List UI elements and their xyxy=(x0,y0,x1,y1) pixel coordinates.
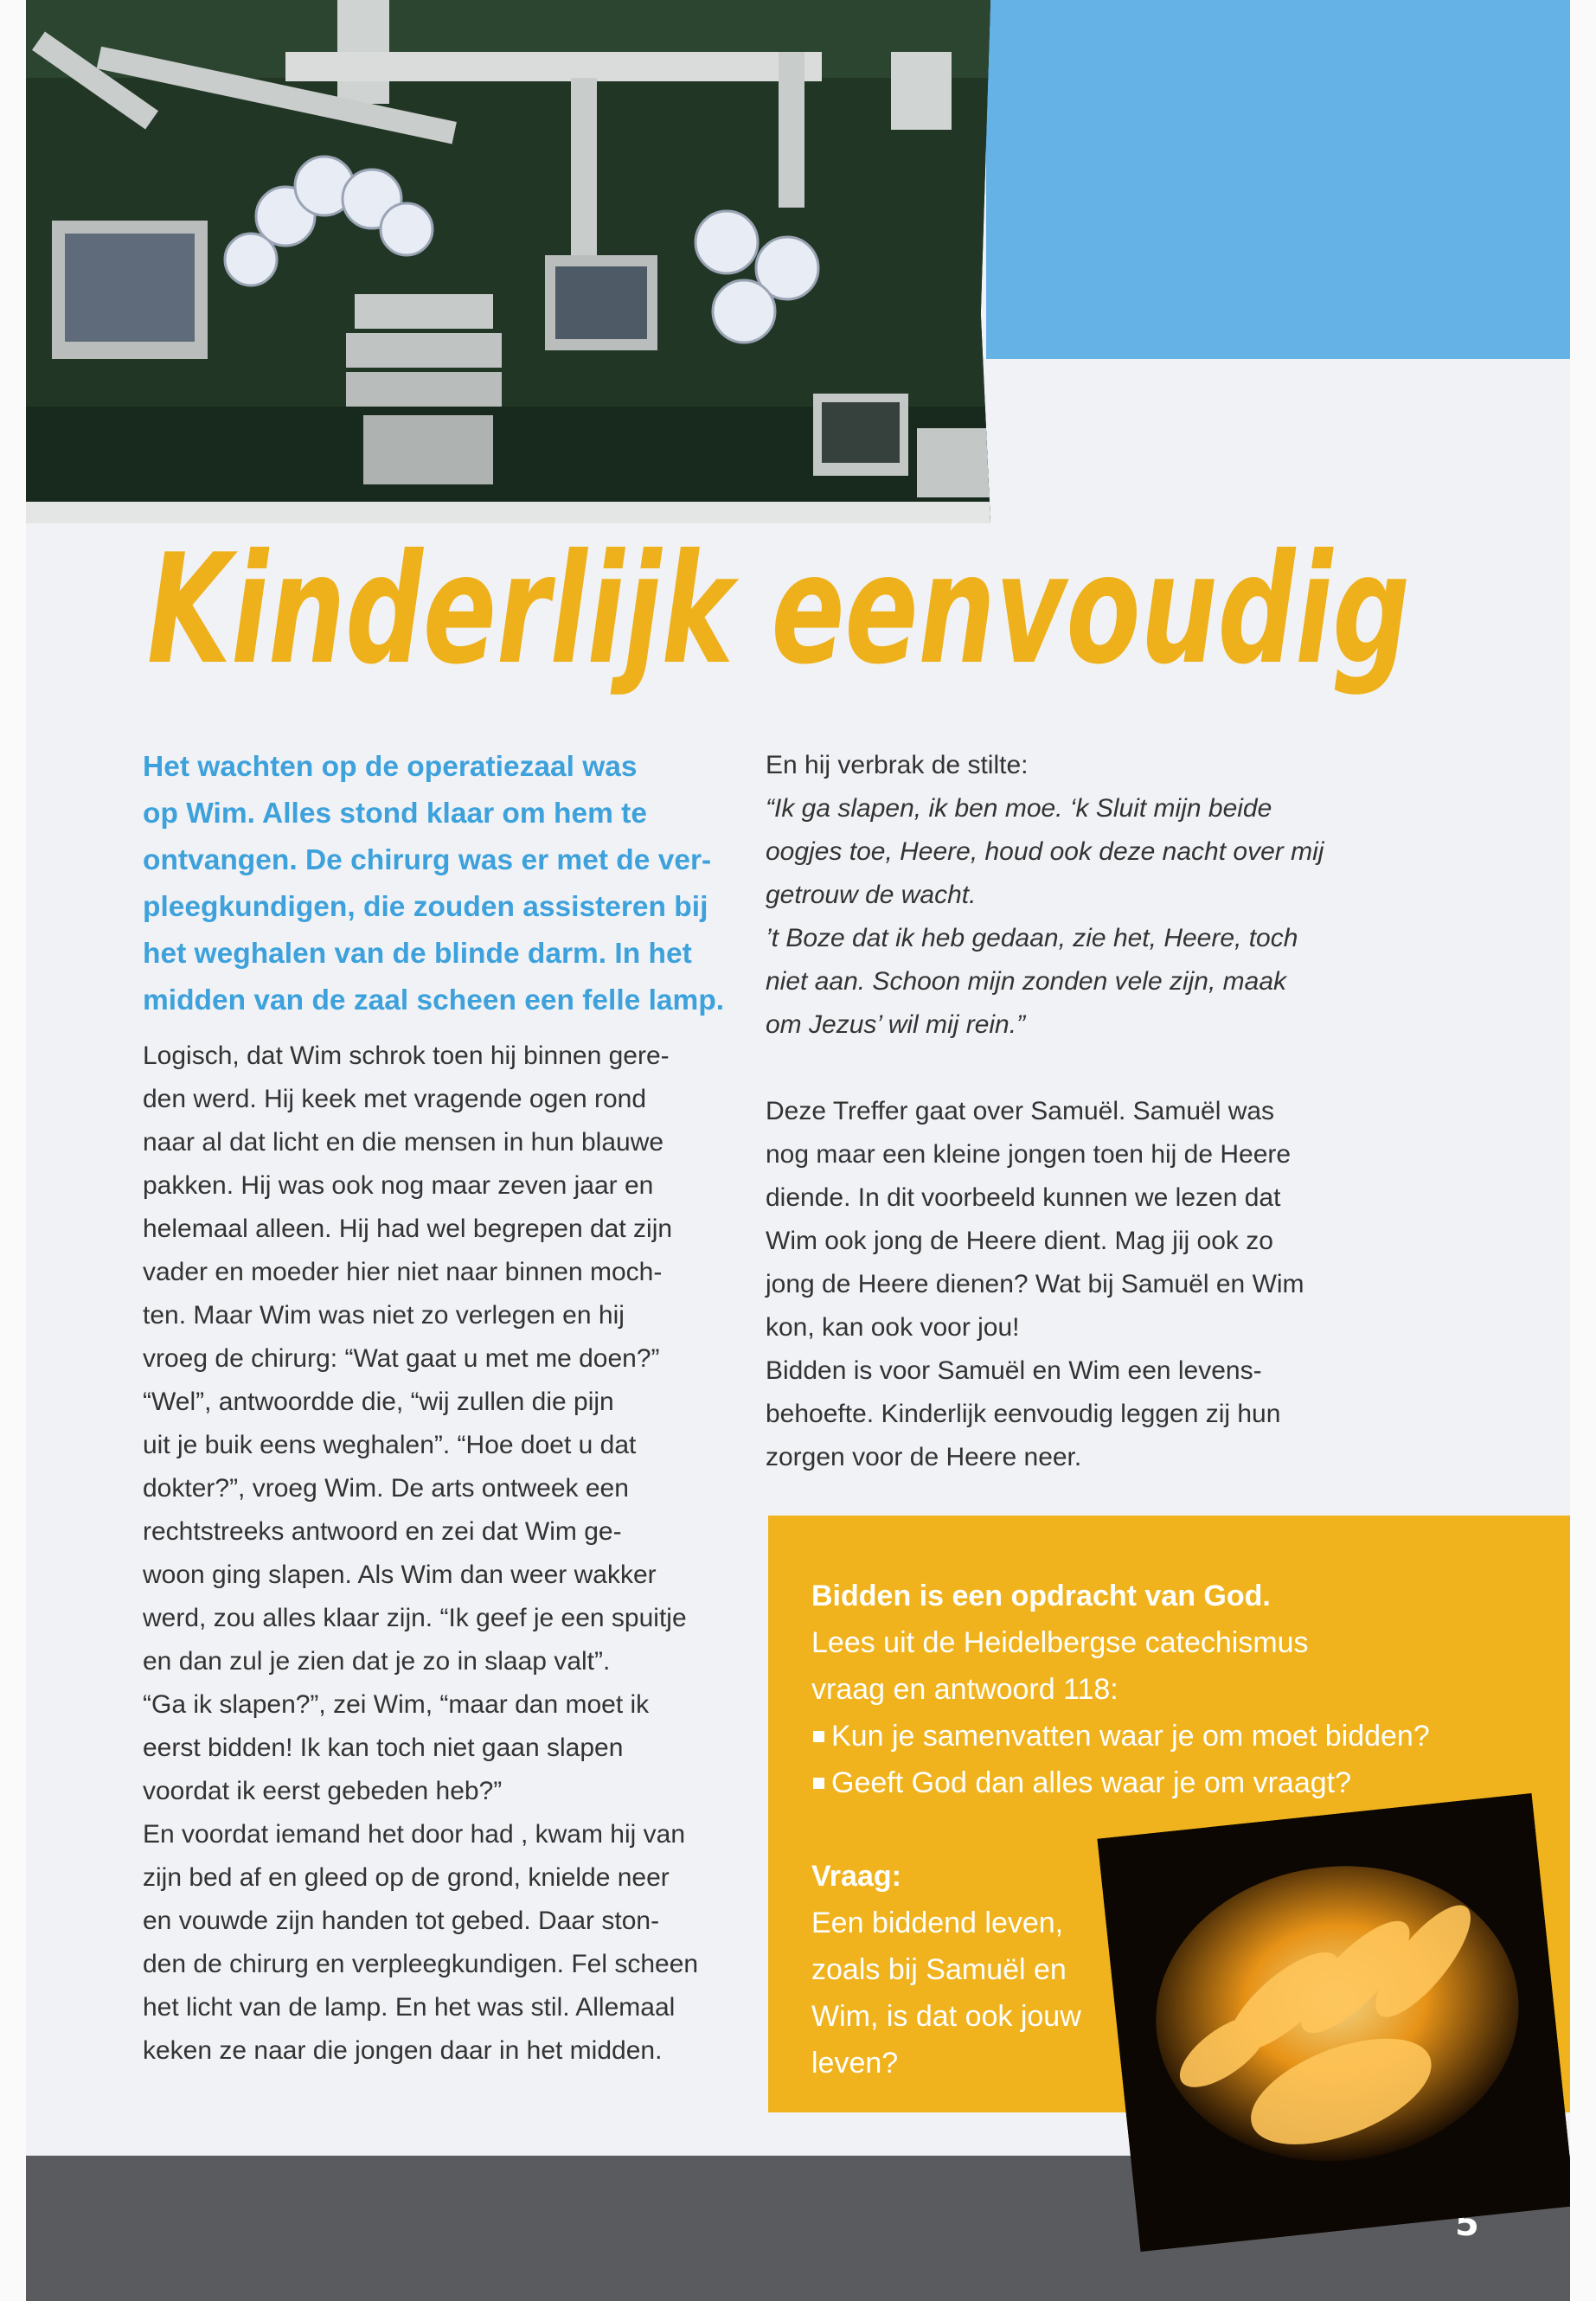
question-line: zoals bij Samuël en xyxy=(811,1953,1067,1986)
square-bullet-icon xyxy=(813,1778,824,1789)
bullet-item: Geeft God dan alles waar je om vraagt? xyxy=(811,1759,1564,1806)
question-line: leven? xyxy=(811,2047,899,2080)
intro-paragraph: Het wachten op de operatiezaal was op Wim. Alles stond klaar om hem te ontvangen. De chirurg was er met de ver- pleegkundigen, die zouden assisteren bij het weghalen van de blinde darm. In het midden van de zaal scheen een felle lamp. xyxy=(143,751,725,1016)
prayer-quote: “Ik ga slapen, ik ben moe. ‘k Sluit mijn beide oogjes toe, Heere, houd ook deze nacht over mij getrouw de wacht. ’t Boze dat ik heb gedaan, zie het, Heere, toch niet aan. Schoon mijn zonden vele zijn, maak om Jezus’ wil mij rein.” xyxy=(766,794,1324,1039)
question-line: Wim, is dat ook jouw xyxy=(811,2000,1081,2033)
question-line: Een biddend leven, xyxy=(811,1907,1064,1939)
catechism-line: Lees uit de Heidelbergse catechismus xyxy=(811,1626,1309,1659)
operating-room-photo xyxy=(26,0,990,523)
page-title xyxy=(138,515,1419,740)
page-margin-left xyxy=(0,0,26,2301)
question-label: Vraag: xyxy=(811,1860,901,1893)
question-block xyxy=(811,1853,1106,2086)
page-number: 5 xyxy=(1455,2204,1479,2244)
page-margin-right xyxy=(1570,0,1596,2301)
left-column xyxy=(143,744,774,2073)
magazine-page xyxy=(26,0,1570,2301)
story-paragraph: Logisch, dat Wim schrok toen hij binnen gere- den werd. Hij keek met vragende ogen rond naar al dat licht en die mensen in hun blauwe pakken. Hij was ook nog maar zeven jaar en helemaal alleen. Hij had wel begrepen dat zijn vader en moeder hier niet naar binnen moch- ten. Maar Wim was niet zo verlegen en hij vroeg de chirurg: “Wat gaat u met me doen?” “Wel”, antwoordde die, “wij zullen die pijn uit je buik eens weghalen”. “Hoe doet u dat dokter?”, vroeg Wim. De arts ontweek een rechtstreeks antwoord en zei dat Wim ge- woon ging slapen. Als Wim dan weer wakker werd, zou alles klaar zijn. “Ik geef je een spuitje en dan zul je zien dat je zo in slaap valt”. “Ga ik slapen?”, zei Wim, “maar dan moet ik eerst bidden! Ik kan toch niet gaan slapen voordat ik eerst gebeden heb?” En voordat iemand het door had , kwam hij van zijn bed af en gleed op de grond, knielde neer en vouwde zijn handen tot gebed. Daar ston- den de chirurg en verpleegkundigen. Fel scheen het licht van de lamp. En het was stil. Allemaal keken ze naar die jongen daar in het midden. xyxy=(143,1042,699,2065)
square-bullet-icon xyxy=(813,1731,824,1742)
silence-line: En hij verbrak de stilte: xyxy=(766,751,1029,779)
treffer-paragraph: Deze Treffer gaat over Samuël. Samuël was nog maar een kleine jongen toen hij de Heere diende. In dit voorbeeld kunnen we lezen dat Wim ook jong de Heere dient. Mag jij ook zo jong de Heere dienen? Wat bij Samuël en Wim kon, kan ook voor jou! Bidden is voor Samuël en Wim een levens- behoefte. Kinderlijk eenvoudig leggen zij hun zorgen voor de Heere neer. xyxy=(766,1097,1304,1471)
assignment-heading: Bidden is een opdracht van God. xyxy=(811,1580,1271,1612)
title-text: Kinderlijk eenvoudig xyxy=(147,522,1410,698)
question-number-line: vraag en antwoord 118: xyxy=(811,1673,1118,1706)
sky-band xyxy=(986,0,1570,359)
assignment-text xyxy=(811,1573,1564,1806)
praying-hands-photo xyxy=(1097,1793,1570,2252)
bullet-item: Kun je samenvatten waar je om moet bidden? xyxy=(811,1713,1564,1759)
right-column xyxy=(766,744,1388,1479)
